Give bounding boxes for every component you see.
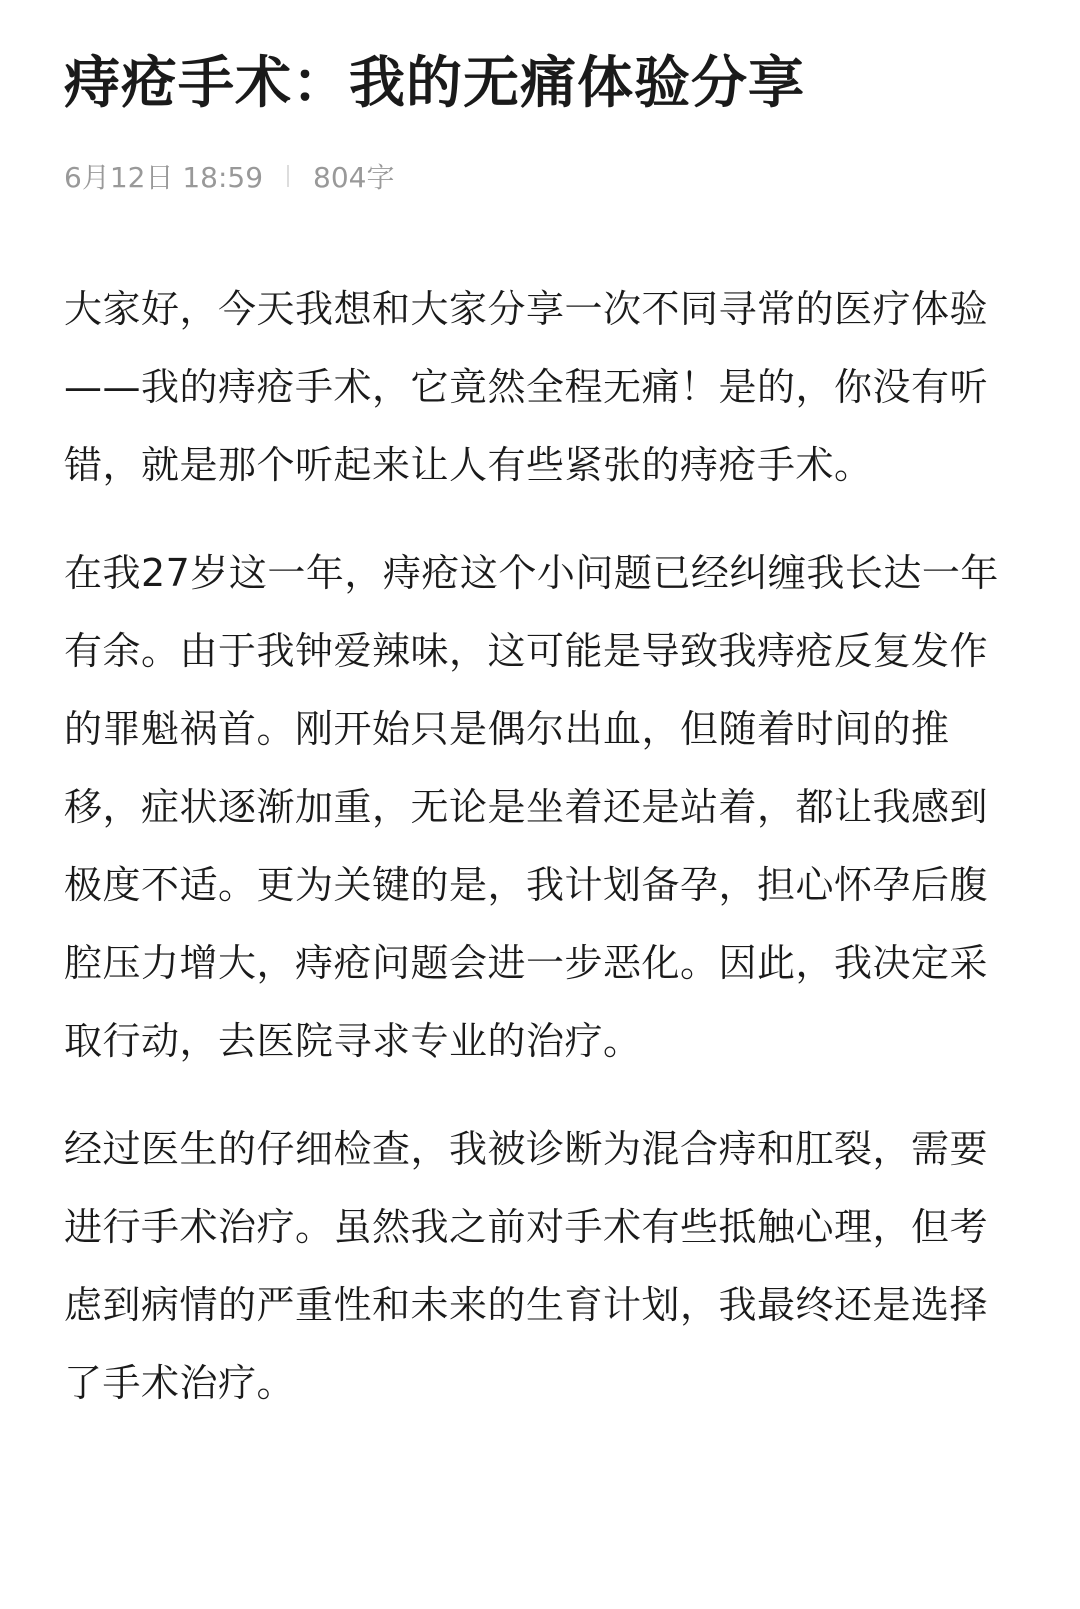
- article-title: 痔疮手术：我的无痛体验分享: [64, 51, 805, 116]
- word-count: 804字: [313, 161, 395, 194]
- paragraph: 经过医生的仔细检查，我被诊断为混合痔和肛裂，需要进行手术治疗。虽然我之前对手术有些抵触心理，但考虑到病情的严重性和未来的生育计划，我最终还是选择了手术治疗。: [64, 1127, 989, 1405]
- meta-divider: [287, 165, 289, 187]
- article-body: [64, 270, 1004, 1452]
- publish-date: 6月12日 18:59: [64, 161, 264, 194]
- paragraph: 在我27岁这一年，痔疮这个小问题已经纠缠我长达一年有余。由于我钟爱辣味，这可能是导致我痔疮反复发作的罪魁祸首。刚开始只是偶尔出血，但随着时间的推移，症状逐渐加重，无论是坐着还是站着，都让我感到极度不适。更为关键的是，我计划备孕，担心怀孕后腹腔压力增大，痔疮问题会进一步恶化。因此，我决定采取行动，去医院寻求专业的治疗。: [64, 551, 999, 1063]
- article-meta: [64, 156, 395, 196]
- paragraph: 大家好，今天我想和大家分享一次不同寻常的医疗体验——我的痔疮手术，它竟然全程无痛！是的，你没有听错，就是那个听起来让人有些紧张的痔疮手术。: [64, 287, 989, 487]
